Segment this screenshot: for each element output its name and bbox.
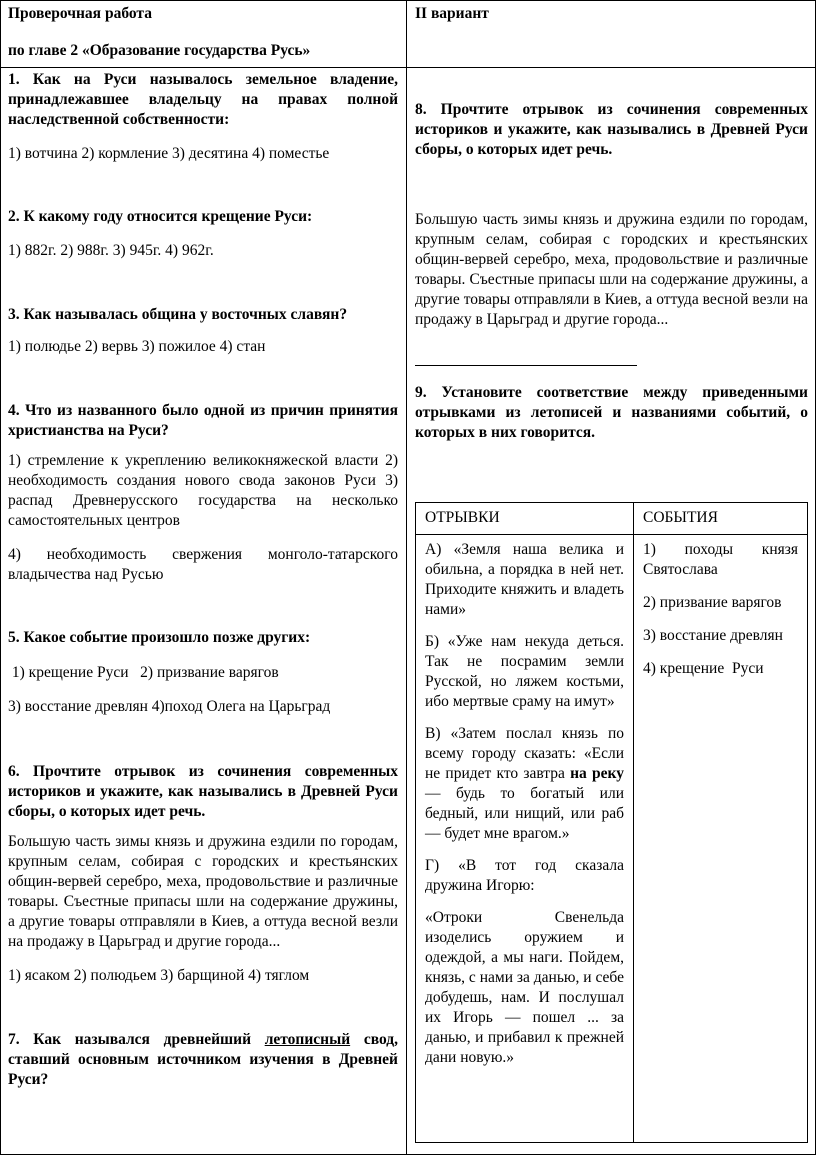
match-fragments-cell xyxy=(416,535,633,1073)
question-8 xyxy=(415,100,808,330)
header-title-line2: по главе 2 «Образование государства Русь» xyxy=(8,42,311,59)
match-table-bottom xyxy=(415,1142,807,1143)
question-6-passage: Большую часть зимы князь и дружина ездили по городам, крупным селам, собирая с городских и крестьянских общин-вервей серебро, меха, продовольствие и различные товары. Съестные припасы шли на содержание дружины, а другие товары отправляли в Киев, а оттуда весной везли на продажу в Царьград и другие города... xyxy=(8,833,398,950)
question-1-options: 1) вотчина 2) кормление 3) десятина 4) поместье xyxy=(8,145,330,162)
question-5-text: 5. Какое событие произошло позже других: xyxy=(8,629,311,646)
header-title-cell xyxy=(8,2,398,61)
question-2-text: 2. К какому году относится крещение Руси: xyxy=(8,208,313,225)
question-7-text-before: 7. Как назывался древнейший xyxy=(8,1031,265,1048)
fragment-g-title: Г) «В тот год сказала дружина Игорю: xyxy=(425,857,624,894)
header-variant-cell xyxy=(415,2,805,24)
question-9 xyxy=(415,383,808,443)
event-3: 3) восстание древлян xyxy=(643,627,783,644)
fragment-v-before: В) «Затем послал князь по всему городу сказать: «Если не придет кто завтра xyxy=(425,725,624,782)
answer-line xyxy=(415,365,637,366)
fragment-b: Б) «Уже нам некуда деться. Так не посрамим земли Русской, но ляжем костьми, ибо мертвые сраму на имут» xyxy=(425,633,624,710)
event-1: 1) походы князя Святослава xyxy=(643,541,798,578)
match-events-cell xyxy=(634,535,807,684)
question-8-passage: Большую часть зимы князь и дружина ездили по городам, крупным селам, собирая с городских и крестьянских общин-вервей серебро, меха, продовольствие и различные товары. Съестные припасы шли на содержание дружины, а другие товары отправляли в Киев, а оттуда весной везли на продажу в Царьград и другие города... xyxy=(415,211,808,328)
fragment-v-bold: на реку xyxy=(570,765,624,782)
column-divider xyxy=(406,0,407,1155)
question-5 xyxy=(8,628,398,717)
question-7 xyxy=(8,1030,398,1090)
question-7-text xyxy=(8,1030,398,1090)
question-5-options-a: 1) крещение Руси 2) призвание варягов xyxy=(8,664,279,681)
question-3 xyxy=(8,305,398,357)
event-2: 2) призвание варягов xyxy=(643,594,782,611)
fragment-g-quote: «Отроки Свенельда изоделись оружием и одеждой, а мы наги. Пойдем, князь, с нами за данью, и себе добудешь, нам. И послушал их Игорь — пошел ... за данью, и прибавил к прежней дани новую.» xyxy=(425,909,624,1066)
match-header-right: СОБЫТИЯ xyxy=(643,509,718,526)
match-header-fragments xyxy=(416,503,633,533)
question-4-options-b: 4) необходимость свержения монголо-татарского владычества над Русью xyxy=(8,546,398,583)
question-9-text: 9. Установите соответствие между приведенными отрывками из летописей и названиями событий, о которых в них говорится. xyxy=(415,384,808,441)
left-column xyxy=(8,70,398,1090)
question-1-text: 1. Как на Руси называлось земельное владение, принадлежавшее владельцу на правах полной наследственной собственности: xyxy=(8,71,398,128)
match-header-events xyxy=(634,503,807,533)
header-row-border xyxy=(0,67,816,68)
question-4-text: 4. Что из названного было одной из причин принятия христианства на Руси? xyxy=(8,402,398,439)
question-7-text-underlined: летописный xyxy=(264,1031,351,1048)
question-2 xyxy=(8,207,398,261)
question-5-options-b: 3) восстание древлян 4)поход Олега на Царьград xyxy=(8,698,331,715)
fragment-a: А) «Земля наша велика и обильна, а порядка в ней нет. Приходите княжить и владеть нами» xyxy=(425,541,624,618)
question-3-text: 3. Как называлась община у восточных славян? xyxy=(8,306,348,323)
header-title-line1: Проверочная работа xyxy=(8,5,152,22)
question-4-options-a: 1) стремление к укреплению великокняжеской власти 2) необходимость создания нового свода законов Руси 3) распад Древнерусского государства на несколько самостоятельных центров xyxy=(8,452,398,529)
right-column xyxy=(415,100,808,443)
question-3-options: 1) полюдье 2) вервь 3) пожилое 4) стан xyxy=(8,338,266,355)
event-4: 4) крещение Руси xyxy=(643,660,764,677)
question-4 xyxy=(8,401,398,585)
question-6-options: 1) ясаком 2) полюдьем 3) барщиной 4) тяглом xyxy=(8,967,310,984)
fragment-v xyxy=(425,724,624,844)
question-7-text-after: свод, ставший основным источником изучения в Древней Руси? xyxy=(8,1031,398,1088)
table-top-border xyxy=(0,0,816,1)
header-variant: II вариант xyxy=(415,5,489,22)
fragment-v-after: — будь то богатый или бедный, или нищий, или раб — будет мне врагом.» xyxy=(425,785,624,842)
question-8-text: 8. Прочтите отрывок из сочинения современных историков и укажите, как назывались в Древней Руси сборы, о которых идет речь. xyxy=(415,101,808,158)
match-header-left: ОТРЫВКИ xyxy=(425,509,500,526)
match-table-right xyxy=(807,502,808,1143)
question-1 xyxy=(8,70,398,164)
question-2-options: 1) 882г. 2) 988г. 3) 945г. 4) 962г. xyxy=(8,242,214,259)
question-6-text: 6. Прочтите отрывок из сочинения современных историков и укажите, как назывались в Древней Руси сборы, о которых идет речь. xyxy=(8,763,398,820)
table-left-border xyxy=(0,0,1,1155)
question-6 xyxy=(8,762,398,986)
